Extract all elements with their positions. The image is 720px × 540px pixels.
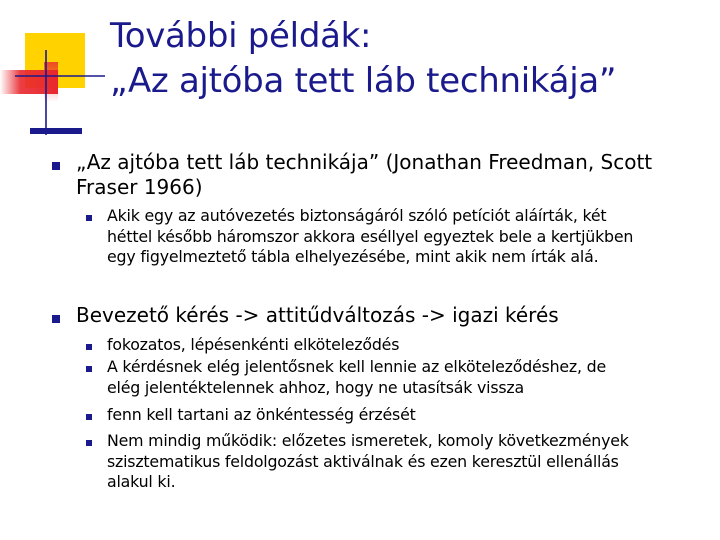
slide-title-line2: „Az ajtóba tett láb technikája” — [110, 61, 617, 101]
bullet-square-icon — [52, 162, 60, 170]
bullet-text: Bevezető kérés -> attitűdváltozás -> igazi kérés — [76, 303, 559, 327]
sub-bullet-text: Nem mindig működik: előzetes ismeretek, komoly következmények szisztematikus feldolgozást aktiválnak és ezen keresztül ellenállás alakul ki. — [107, 431, 629, 491]
sub-bullet-square-icon — [86, 414, 92, 420]
bullet-text: „Az ajtóba tett láb technikája” (Jonathan Freedman, Scott Fraser 1966) — [76, 150, 653, 199]
sub-bullet-square-icon — [86, 215, 92, 221]
sub-bullet-text: Akik egy az autóvezetés biztonságáról szóló petíciót aláírták, két héttel később háromszor akkora eséllyel egyeztek bele a kertjükben egy figyelmeztető tábla elhelyezésébe, mint akik nem írták alá. — [107, 206, 634, 266]
bullet-square-icon — [52, 315, 60, 323]
sub-bullet-square-icon — [86, 366, 92, 372]
slide-logo — [0, 0, 120, 140]
sub-bullet-text: fokozatos, lépésenkénti elköteleződés — [107, 335, 400, 354]
sub-bullet-text: A kérdésnek elég jelentősnek kell lennie az elköteleződéshez, de elég jelentéktelennek ahhoz, hogy ne utasítsák vissza — [107, 357, 606, 397]
sub-bullet-text: fenn kell tartani az önkéntesség érzését — [107, 405, 416, 424]
slide-title — [110, 14, 616, 104]
sub-bullet-square-icon — [86, 344, 92, 350]
slide-title-line1: További példák: — [110, 16, 372, 56]
sub-bullet-square-icon — [86, 440, 92, 446]
logo-navy-block — [30, 128, 82, 134]
